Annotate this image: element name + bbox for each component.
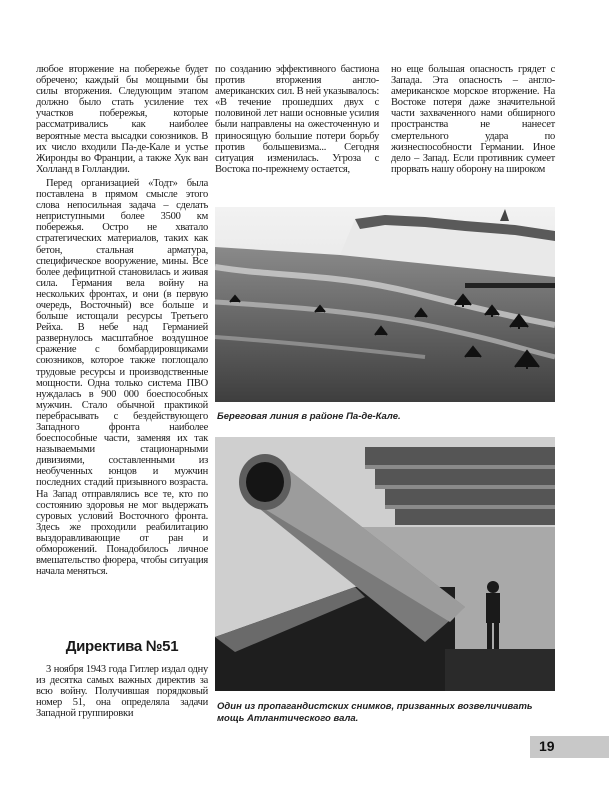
page-number: 19 bbox=[539, 738, 555, 754]
column-middle bbox=[215, 64, 379, 175]
coastline-photo bbox=[215, 207, 555, 402]
column-left bbox=[36, 64, 208, 577]
coastal-gun-photo bbox=[215, 437, 555, 691]
coastline-photo-caption: Береговая линия в районе Па-де-Кале. bbox=[217, 411, 401, 422]
section-heading: Директива №51 bbox=[65, 638, 179, 655]
column-left-after-heading bbox=[36, 664, 208, 719]
coastal-gun-photo-image bbox=[215, 437, 555, 691]
paragraph-2: Перед организацией «Тодт» была поставлена в прямом смысле этого слова непосильная задача – сделать неприступными более 3500 км побережья. Остро не хватало стратегических материалов, таких как бетон, стальная арматура, специфическое вооружение, мины. Все более дефицитной становилась и живая сила. Германия вела войну на нескольких фронтах, и они (в первую очередь, Восточный) все больше и больше истощали ресурсы Третьего Рейха. В небе над Германией развернулось масштабное воздушное сражение с бомбардировщиками союзников, которое также поглощало трудовые ресурсы и производственные мощности. Одна только система ПВО нуждалась в 900 000 боеспособных мужчин. Стало обычной практикой перебрасывать с бездействующего Западного фронта наиболее боеспособные части, заменяя их так называемыми стационарными дивизиями, составленными из необученных юнцов и мужчин последних стадий призывного возраста. На Запад отправлялись все те, кто по состоянию здоровья не мог выдержать суровых условий Восточного фронта. Здесь же проходили реабилитацию выздоравливающие от ран и обморожений. Понадобилось личное вмешательство фюрера, чтобы ситуация начала меняться. bbox=[36, 177, 208, 578]
paragraph-right: но еще большая опасность грядет с Запада. Эта опасность – англо-американское морское вторжение. На Востоке потеря даже значительной части захваченного нами обширного пространства не нанесет смертельного удара по жизнеспособности Германии. Иное дело – Запад. Если противник сумеет прорвать нашу оборону на широком bbox=[391, 64, 555, 175]
coastal-gun-photo-caption: Один из пропагандистских снимков, призванных возвеличивать мощь Атлантического вала. bbox=[217, 701, 533, 724]
paragraph-1: любое вторжение на побережье будет обречено; каждый бы мощными бы силы вторжения. Следующим этапом должно было стать усиление тех участков побережья, которые рассматривались как наиболее вероятные места высадки союзников. В их число входили Па-де-Кале и устье Жиронды во Франции, а также Хук ван Холланд в Голландии. bbox=[36, 64, 208, 175]
paragraph-middle: по созданию эффективного бастиона против вторжения англо-американских сил. В ней указывалось: «В течение прошедших двух с половиной лет наши основные усилия были направлены на ожесточенную и приносящую большие потери борьбу против большевизма... Сегодня ситуация изменилась. Угроза с Востока по-прежнему остается, bbox=[215, 64, 379, 175]
column-right bbox=[391, 64, 555, 175]
paragraph-3: 3 ноября 1943 года Гитлер издал одну из десятка самых важных директив за всю войну. Получившая порядковый номер 51, она определяла задачи Западной группировки bbox=[36, 664, 208, 720]
coastline-photo-image bbox=[215, 207, 555, 402]
